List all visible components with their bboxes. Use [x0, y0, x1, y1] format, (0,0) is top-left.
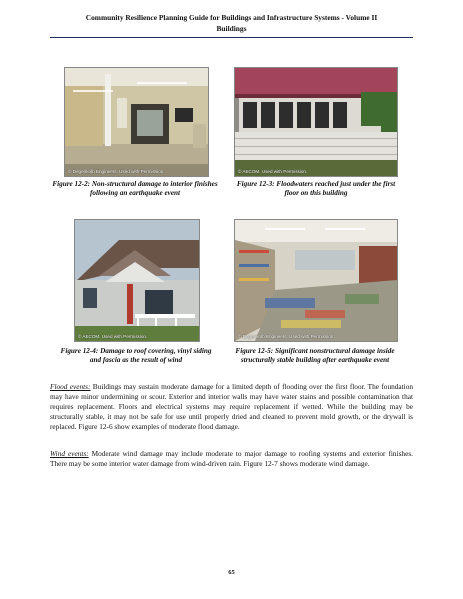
photo-credit: © AECOM. Used with Permission. [238, 169, 308, 174]
photo-credit: © Degenkolb Engineers. Used with Permission. [238, 334, 335, 339]
figure-12-2-photo [64, 67, 209, 177]
figure-12-4-photo [74, 219, 200, 342]
flooded-building-photo [235, 68, 397, 176]
header-section: Buildings [216, 24, 247, 33]
figure-12-5-photo [234, 219, 398, 342]
figure-12-3-caption: Figure 12-3: Floodwaters reached just under the first floor on this building [236, 180, 396, 197]
flood-events-text: Buildings may sustain moderate damage for a limited depth of flooding over the first floor. The foundation may have minor undermining or scour. Exterior and interior walls may have water stains and possible contamination that requires replacement. Floors and electrical systems may require replacement if wetted. While the building may be structurally stable, it may not be safe for use until properly dried and cleaned to prevent mold growth, or the drywall is replaced. Figure 12-6 show examples of moderate flood damage. [50, 382, 413, 431]
store-interior-damage-photo [235, 220, 397, 341]
figure-12-5-caption: Figure 12-5: Significant nonstructural damage inside structurally stable building after earthquake event [235, 347, 395, 364]
wind-damaged-house-photo [75, 220, 199, 341]
flood-events-paragraph [50, 382, 413, 432]
header-title: Community Resilience Planning Guide for Buildings and Infrastructure Systems - Volume II [85, 13, 378, 22]
wind-events-paragraph [50, 449, 413, 469]
wind-events-text: Moderate wind damage may include moderate to major damage to roofing systems and exterior finishes. There may be some interior water damage from wind-driven rain. Figure 12-7 shows moderate wind damage. [50, 449, 413, 468]
running-header [50, 12, 413, 34]
photo-credit: © Degenkolb Engineers. Used with Permission. [68, 169, 165, 174]
photo-credit: © AECOM. Used with Permission. [78, 334, 148, 339]
figure-12-2-caption: Figure 12-2: Non-structural damage to interior finishes following an earthquake event [52, 180, 218, 197]
figure-12-4-caption: Figure 12-4: Damage to roof covering, vinyl siding and fascia as the result of wind [60, 347, 212, 364]
figure-12-3-photo [234, 67, 398, 177]
flood-events-lead: Flood events: [50, 382, 91, 391]
page-number: 65 [228, 569, 235, 576]
earthquake-interior-photo [65, 68, 208, 176]
wind-events-lead: Wind events: [50, 449, 89, 458]
header-rule [50, 37, 413, 38]
